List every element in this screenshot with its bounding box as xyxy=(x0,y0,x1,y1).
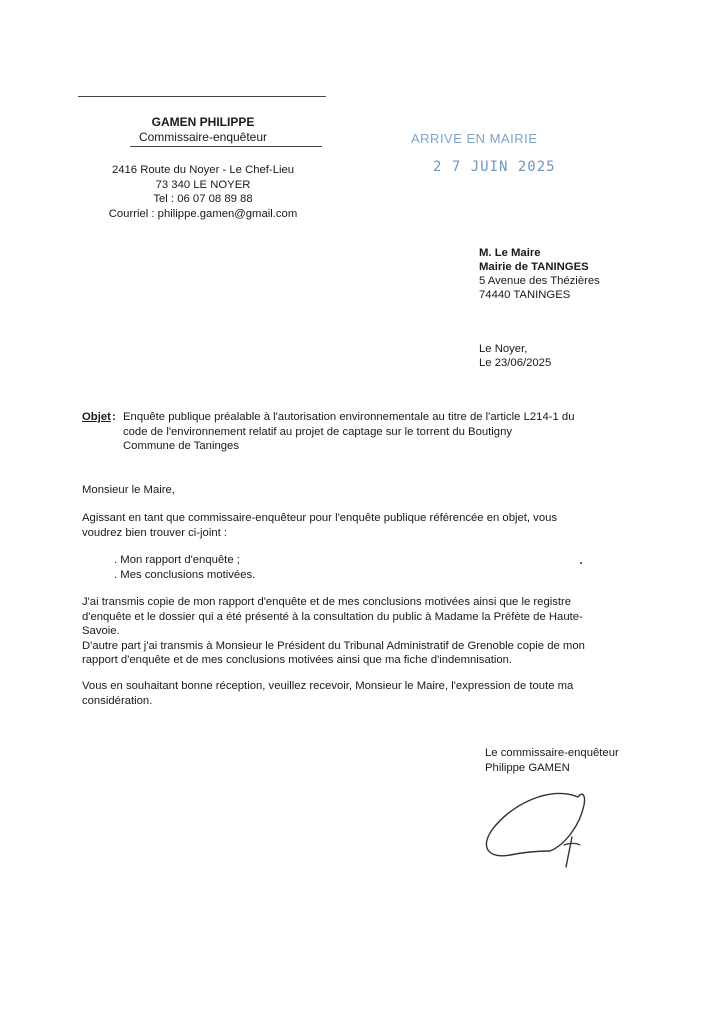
signature-role: Le commissaire-enquêteur xyxy=(485,747,619,759)
sender-phone: Tel : 06 07 08 89 88 xyxy=(153,193,253,205)
paragraph-line: D'autre part j'ai transmis à Monsieur le Président du Tribunal Administratif de Grenoble copie de mon xyxy=(82,639,585,652)
letter-place: Le Noyer, xyxy=(479,343,528,355)
recipient-office: Mairie de TANINGES xyxy=(479,261,589,273)
sender-address xyxy=(80,163,326,221)
sender-address-line: 2416 Route du Noyer - Le Chef-Lieu xyxy=(111,164,295,176)
place-date-block xyxy=(479,342,551,370)
paragraph-line: considération. xyxy=(82,694,153,707)
subject-line: Enquête publique préalable à l'autorisation environnementale au titre de l'article L214-1 du xyxy=(123,411,575,423)
recipient-street: 5 Avenue des Thézières xyxy=(479,275,600,287)
sender-address-line: 73 340 LE NOYER xyxy=(155,178,251,191)
paragraph-transmission xyxy=(82,595,638,668)
paragraph-line: voudrez bien trouver ci-joint : xyxy=(82,526,228,539)
sender-title: Commissaire-enquêteur xyxy=(138,130,268,144)
subject-block xyxy=(82,410,638,454)
handwritten-signature xyxy=(480,785,600,875)
received-stamp-date: 2 7 JUIN 2025 xyxy=(433,159,556,175)
recipient-block xyxy=(479,246,600,302)
salutation: Monsieur le Maire, xyxy=(82,484,175,496)
paragraph-line: d'enquête et le dossier qui a été présenté à la consultation du public à Madame la Préfète de Haute- xyxy=(82,610,583,623)
paragraph-intro xyxy=(82,511,638,540)
paragraph-line: J'ai transmis copie de mon rapport d'enquête et de mes conclusions motivées ainsi que le registre xyxy=(82,596,572,608)
list-item: . Mes conclusions motivées. xyxy=(114,568,256,581)
paragraph-line: Vous en souhaitant bonne réception, veuillez recevoir, Monsieur le Maire, l'expression de toute ma xyxy=(82,680,574,692)
received-stamp-label: ARRIVE EN MAIRIE xyxy=(411,131,538,146)
subject-line: code de l'environnement relatif au projet de captage sur le torrent du Boutigny xyxy=(123,425,513,438)
sender-email: Courriel : philippe.gamen@gmail.com xyxy=(108,207,298,220)
subject-colon: : xyxy=(112,411,116,423)
paragraph-line: Savoie. xyxy=(82,625,120,637)
attachments-list xyxy=(114,553,255,582)
subject-label: Objet xyxy=(82,411,111,423)
list-item: . Mon rapport d'enquête ; xyxy=(114,554,240,566)
signature-name: Philippe GAMEN xyxy=(485,761,570,774)
subject-line: Commune de Taninges xyxy=(123,440,239,452)
paragraph-line: rapport d'enquête et de mes conclusions motivées ainsi que ma fiche d'indemnisation. xyxy=(82,654,513,666)
signature-block xyxy=(485,746,619,775)
sender-name: GAMEN PHILIPPE xyxy=(151,115,255,129)
header-rule xyxy=(78,96,326,97)
subject-text xyxy=(123,410,638,454)
letter-date: Le 23/06/2025 xyxy=(479,357,552,369)
recipient-name: M. Le Maire xyxy=(479,247,541,259)
recipient-city: 74440 TANINGES xyxy=(479,289,571,301)
paragraph-closing xyxy=(82,679,638,708)
sender-title-rule xyxy=(130,146,322,147)
scan-speck xyxy=(580,562,582,564)
paragraph-line: Agissant en tant que commissaire-enquêteur pour l'enquête publique référencée en objet, vous xyxy=(82,512,558,524)
